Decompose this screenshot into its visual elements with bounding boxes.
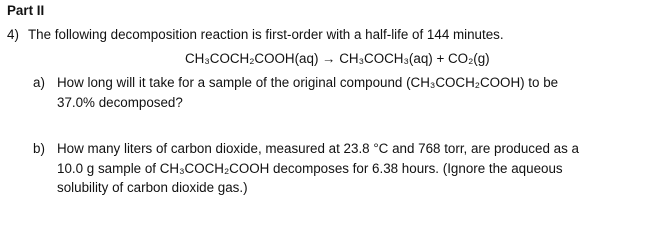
part-a-text-line-2: 37.0% decomposed? — [57, 95, 183, 110]
question-text: The following decomposition reaction is first-order with a half-life of 144 minutes. — [28, 27, 504, 42]
part-a-text-line-1: How long will it take for a sample of the original compound (CH₃COCH₂COOH) to be — [57, 75, 559, 90]
reaction-equation: CH₃COCH₂COOH(aq) → CH₃COCH₃(aq) + CO₂(g) — [185, 51, 490, 66]
question-number: 4) — [7, 27, 19, 42]
part-title: Part II — [7, 3, 45, 18]
part-b-label: b) — [33, 141, 45, 156]
part-b-text-line-1: How many liters of carbon dioxide, measured at 23.8 °C and 768 torr, are produced as a — [57, 141, 579, 156]
part-b-text-line-3: solubility of carbon dioxide gas.) — [57, 180, 248, 195]
part-b-text-line-2: 10.0 g sample of CH₃COCH₂COOH decomposes for 6.38 hours. (Ignore the aqueous — [57, 161, 563, 176]
part-a-label: a) — [33, 75, 45, 90]
